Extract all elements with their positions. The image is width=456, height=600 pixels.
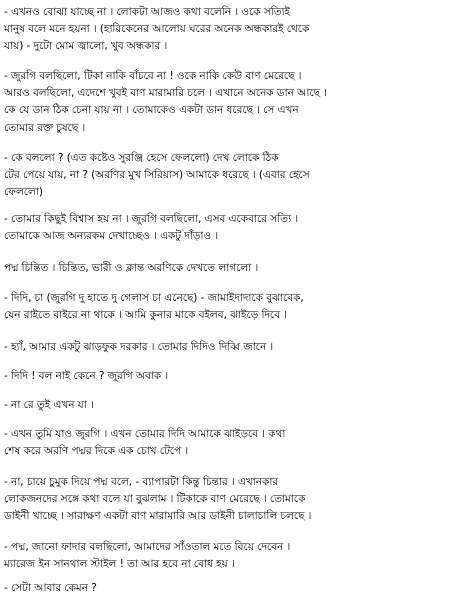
text-line: - দিদি ! বল নাই কেনে ? জুরগি অবাক ।: [4, 370, 169, 382]
text-line: লোকজনদের সঙ্গে কথা বলে যা বুঝলাম । টিকাকে বাণ মেরেছে । তোমাকে: [4, 493, 306, 506]
text-line: - না, চায়ে চুমুক দিয়ে পদ্ম বলে, - ব্যাপারটা কিন্তু চিন্তার । এখানকার: [4, 476, 279, 488]
paragraph: [4, 539, 454, 573]
paragraph: [4, 339, 454, 356]
document-page: [4, 4, 454, 596]
text-line: - তোমার কিছুই বিশ্বাস হয় না । জুরগি বলছিলো, এসব একেবারে সত্যি ।: [4, 213, 299, 225]
text-line: - পদ্ম, জানো ফাদার বলছিলো, আমাদের সাঁওতাল মতে বিয়ে দেবেন ।: [4, 541, 291, 553]
paragraph: [4, 211, 454, 245]
text-line: - হ্যাঁ, আমার একটু ঝাড়ফুক দরকার । তোমার দিদিও দিব্বি জানে ।: [4, 341, 274, 353]
paragraph: [4, 4, 454, 56]
text-line: কে যে ডান ঠিক চেনা যায় না । তোমাকেও একটা ডান ধরেছে । সে এখন: [4, 104, 299, 117]
text-line: টের পেয়ে যায়, না ? (অরণির মুখ সিরিয়াস) আমাকে ধরেছে । (এবার হেসে: [4, 169, 310, 182]
text-line: ম্যারেজ ইন সানথাল স্টাইল ! তা আর হবে না বোধ হয় ।: [4, 558, 235, 571]
paragraph: [4, 368, 454, 385]
text-line: শেষ করে অরণি পদ্মর দিকে এক চোখ টেপে ।: [4, 445, 189, 458]
text-line: ডাইনী খাচ্ছে । সারাক্ষণ একটা বাণ মারামারি আর ডাইনী চালাচালি চলছে ।: [4, 510, 312, 523]
text-line: তোমার রক্ত চুষছে ।: [4, 121, 86, 134]
paragraph: [4, 150, 454, 202]
paragraph: [4, 68, 454, 137]
text-line: তোমাকে আজ অন্যরকম দেখাচ্ছেও । একটু দাঁড়াও ।: [4, 230, 219, 243]
paragraph: [4, 580, 454, 597]
text-line: - সেটা আবার কেমন ?: [4, 582, 97, 594]
paragraph: [4, 474, 454, 526]
paragraph: [4, 397, 454, 414]
text-line: - না রে তুই এখন যা ।: [4, 399, 94, 411]
text-line: পদ্ম চিন্তিত । চিন্তিত, ভারী ও ক্লান্ত অরণিকে দেখতে লাগলো ।: [4, 262, 259, 274]
text-line: - কে বললো ? (এত কষ্টেও সুরঞ্জি হেসে ফেললো) দেখ লোকে ঠিক: [4, 152, 279, 164]
text-line: - এখনও বোঝা যাচ্ছে না । লোকটা আজও কথা বলেনি । ওকে সত্যিই: [4, 6, 291, 18]
text-line: আরও বলছিলো, এদেশে খুবই বাণ মারামারি চলে । এখানে অনেক ডান আছে ।: [4, 87, 327, 100]
paragraph: [4, 260, 454, 277]
text-line: ফেললো): [4, 186, 43, 199]
paragraph: [4, 426, 454, 460]
text-line: যায়) - দুটো মোম জ্বালো, খুব অন্ধকার ।: [4, 40, 168, 53]
text-line: - এখন তুমি যাও জুরগি । এখন তোমার দিদি আমাকে ঝাইড়বে । কথা: [4, 428, 286, 440]
text-line: - দিদি, চা (জুরগি দু হাতে দু গেলাস চা এনেছে) - জামাইদাদাকে বুঝাবেক,: [4, 292, 304, 304]
text-line: মানুষ বলে মনে হয়না । (হারিকেনের আলোয় ঘরের অনেক অন্ধকারই থেকে: [4, 23, 310, 36]
text-line: যেন রাইতে বাইরে না থাকে । আমি কুনার মাকে বইলব, ঝাইড়ে দিবে ।: [4, 309, 287, 322]
text-line: - জুরগি বলছিলো, টিকা নাকি বাঁচবে না ! ওকে নাকি কেউ বাণ মেরেছে ।: [4, 70, 302, 82]
paragraph: [4, 290, 454, 324]
